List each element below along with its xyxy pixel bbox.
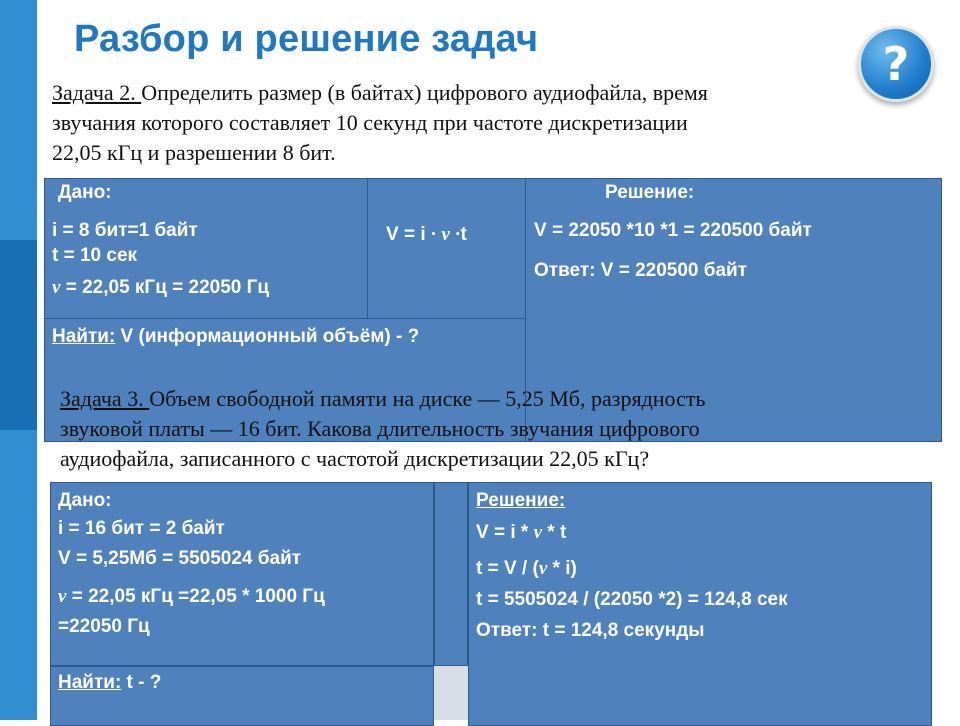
task2-statement bbox=[52, 78, 852, 168]
question-mark-icon[interactable]: ? bbox=[858, 26, 934, 102]
task2-given-1: i = 8 бит=1 байт bbox=[52, 220, 198, 241]
task2-formula bbox=[386, 222, 467, 247]
task3-solution-1 bbox=[476, 520, 566, 545]
task2-solution-1: V = 22050 *10 *1 = 220500 байт bbox=[534, 220, 812, 241]
task3-solution-4: Ответ: t = 124,8 секунды bbox=[476, 620, 705, 641]
task3-line2: звуковой платы — 16 бит. Какова длительность звучания цифрового bbox=[60, 416, 700, 441]
task3-gap-top bbox=[434, 482, 468, 666]
task2-find bbox=[52, 324, 419, 349]
task2-find-label: Найти: bbox=[52, 326, 116, 347]
task3-given-header: Дано: bbox=[58, 490, 112, 511]
task3-find-label: Найти: bbox=[58, 672, 122, 693]
side-decor-accent bbox=[0, 240, 37, 430]
task2-divider-h bbox=[44, 318, 526, 319]
task2-given-3-text: = 22,05 кГц = 22050 Гц bbox=[60, 277, 270, 298]
task3-solution-2 bbox=[476, 556, 577, 581]
task3-line1: Объем свободной памяти на диске — 5,25 Мб, разрядность bbox=[149, 386, 706, 411]
nu-symbol: ν bbox=[52, 277, 61, 298]
task2-line3: 22,05 кГц и разрешении 8 бит. bbox=[52, 140, 336, 165]
task3-find-text: t - ? bbox=[121, 672, 162, 693]
task2-divider-1 bbox=[367, 178, 368, 318]
task3-statement bbox=[60, 384, 880, 474]
task3-given-3-text: = 22,05 кГц =22,05 * 1000 Гц bbox=[66, 586, 325, 607]
task2-given-2: t = 10 сек bbox=[52, 245, 138, 266]
task2-lead: Задача 2. bbox=[52, 80, 142, 105]
task2-solution-2: Ответ: V = 220500 байт bbox=[534, 260, 748, 281]
task2-line2: звучания которого составляет 10 секунд при частоте дискретизации bbox=[52, 110, 688, 135]
task2-given-header: Дано: bbox=[58, 182, 112, 203]
task3-sol1-b: * t bbox=[542, 522, 567, 543]
task3-solution-3: t = 5505024 / (22050 *2) = 124,8 сек bbox=[476, 589, 788, 610]
task2-given-3 bbox=[52, 275, 269, 300]
nu-symbol: ν bbox=[58, 586, 67, 607]
nu-symbol: ν bbox=[533, 522, 542, 543]
nu-symbol: ν bbox=[441, 224, 450, 245]
task3-find bbox=[58, 670, 161, 695]
task2-line1: Определить размер (в байтах) цифрового аудиофайла, время bbox=[141, 80, 708, 105]
task3-sol2-a: t = V / ( bbox=[476, 558, 539, 579]
task3-given-3 bbox=[58, 584, 325, 609]
task2-find-text: V (информационный объём) - ? bbox=[115, 326, 420, 347]
task3-sol1-a: V = i * bbox=[476, 522, 534, 543]
page-title: Разбор и решение задач bbox=[74, 18, 539, 60]
task3-line3: аудиофайла, записанного с частотой дискретизации 22,05 кГц? bbox=[60, 446, 650, 471]
task2-solution-header: Решение: bbox=[605, 182, 695, 203]
task3-given-2: V = 5,25Мб = 5505024 байт bbox=[58, 548, 302, 569]
task2-formula-b: ∙t bbox=[449, 224, 467, 245]
task3-solution-header: Решение: bbox=[476, 490, 566, 511]
task3-given-4: =22050 Гц bbox=[58, 616, 150, 637]
task3-lead: Задача 3. bbox=[60, 386, 150, 411]
task2-formula-a: V = i ∙ bbox=[386, 224, 442, 245]
nu-symbol: ν bbox=[538, 558, 548, 579]
task3-sol2-b: * i) bbox=[547, 558, 577, 579]
task3-given-1: i = 16 бит = 2 байт bbox=[58, 518, 225, 539]
